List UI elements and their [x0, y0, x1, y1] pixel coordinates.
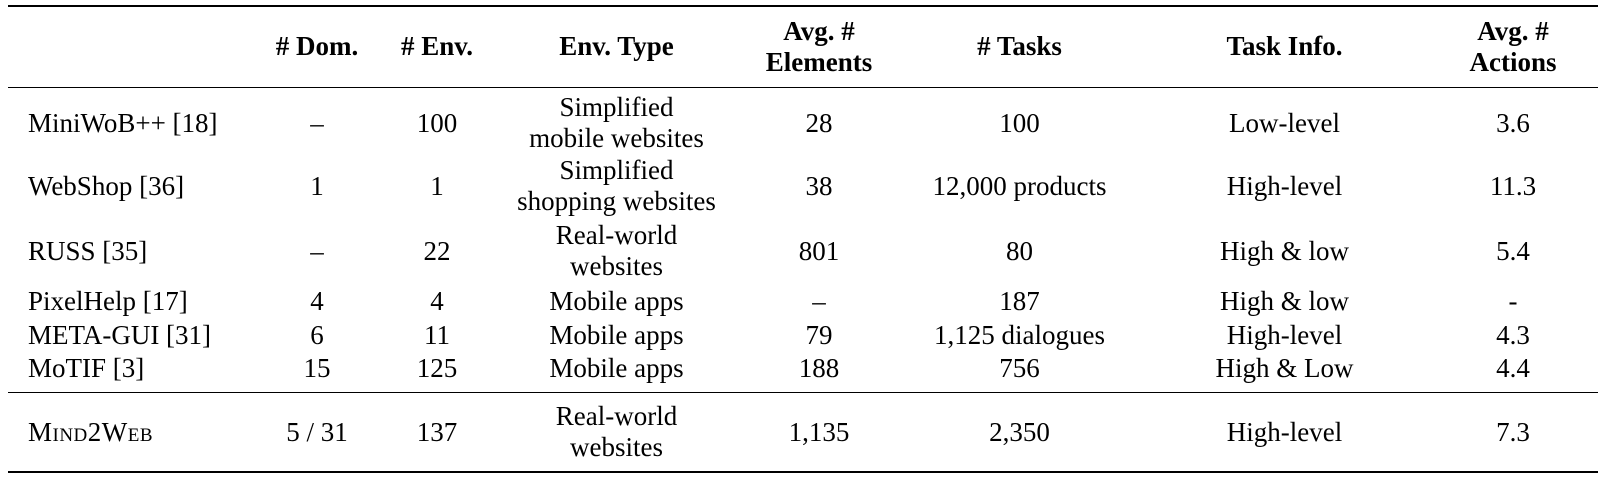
header-avg-actions-line1: Avg. #: [1477, 15, 1549, 46]
table-row-webshop: [8, 154, 1598, 219]
cell-tasks: 100: [999, 107, 1040, 138]
cell-env-type: Mobile apps: [549, 285, 684, 316]
table-row-miniwob: [8, 87, 1598, 154]
cell-env-type-line2: websites: [570, 431, 663, 462]
cell-env-type-line2: websites: [570, 251, 663, 281]
header-domains: # Dom.: [253, 6, 381, 87]
cell-env-type: [493, 87, 740, 154]
cell-tasks: 80: [1006, 236, 1033, 266]
table-row-pixelhelp: [8, 284, 1598, 318]
cell-dataset: MiniWoB++ [18]: [28, 107, 218, 138]
cell-domains: 15: [303, 352, 331, 383]
header-dataset: [8, 6, 253, 87]
header-environments: # Env.: [381, 6, 493, 87]
cell-dataset: PixelHelp [17]: [28, 285, 188, 316]
cell-task-info: High & Low: [1215, 352, 1354, 383]
cell-dataset: WebShop [36]: [28, 171, 185, 201]
cell-environments: 11: [424, 319, 450, 350]
cell-avg-elements: 79: [805, 319, 833, 350]
cell-tasks: 187: [999, 285, 1040, 316]
cell-env-type: [493, 219, 740, 284]
cell-tasks: 12,000 products: [932, 171, 1107, 201]
cell-dataset: MoTIF [3]: [28, 352, 145, 383]
cell-domains: 1: [310, 171, 324, 201]
cell-env-type-line1: Simplified: [559, 155, 674, 185]
cell-avg-elements: 28: [805, 107, 833, 138]
cell-task-info: Low-level: [1229, 107, 1340, 138]
cell-env-type-line1: Real-world: [555, 220, 678, 250]
table-row-russ: [8, 219, 1598, 284]
header-row: [8, 6, 1598, 87]
cell-avg-elements: 801: [798, 236, 840, 266]
cell-avg-elements: 38: [805, 171, 833, 201]
cell-avg-elements: 188: [798, 352, 840, 383]
table-row-meta-gui: [8, 318, 1598, 352]
cell-env-type-line1: Real-world: [555, 400, 678, 431]
cell-dataset: Mind2Web: [8, 392, 253, 472]
header-env-type: Env. Type: [493, 6, 740, 87]
cell-dataset: RUSS [35]: [28, 236, 148, 266]
cell-avg-actions: 7.3: [1428, 392, 1598, 472]
cell-task-info: High & low: [1219, 285, 1349, 316]
cell-domains: –: [310, 236, 324, 266]
cell-env-type-line1: Simplified: [559, 91, 674, 122]
cell-avg-actions: 3.6: [1496, 107, 1530, 138]
cell-env-type-line2: mobile websites: [529, 122, 704, 153]
table-body: [8, 87, 1598, 472]
cell-environments: 1: [430, 171, 444, 201]
cell-task-info: High-level: [1141, 392, 1428, 472]
cell-env-type: [493, 154, 740, 219]
cell-task-info: High-level: [1226, 319, 1343, 350]
cell-avg-actions: 4.3: [1496, 319, 1530, 350]
cell-tasks: 2,350: [898, 392, 1141, 472]
cell-task-info: High-level: [1226, 171, 1343, 201]
header-avg-elements: [740, 6, 898, 87]
cell-domains: 5 / 31: [253, 392, 381, 472]
cell-domains: 4: [310, 285, 324, 316]
header-avg-elements-line1: Avg. #: [783, 15, 855, 46]
table-header: [8, 6, 1598, 87]
cell-domains: –: [310, 107, 324, 138]
cell-avg-actions: -: [1508, 285, 1518, 316]
cell-env-type: Mobile apps: [549, 319, 684, 350]
cell-dataset: META-GUI [31]: [28, 319, 212, 350]
cell-environments: 22: [423, 236, 451, 266]
header-avg-actions: [1428, 6, 1598, 87]
cell-env-type-line2: shopping websites: [517, 186, 716, 216]
header-avg-actions-line2: Actions: [1469, 46, 1557, 77]
cell-avg-elements: –: [812, 285, 826, 316]
cell-env-type: Mobile apps: [549, 352, 684, 383]
cell-tasks: 756: [999, 352, 1040, 383]
cell-environments: 4: [430, 285, 444, 316]
cell-environments: 100: [416, 107, 458, 138]
cell-avg-actions: 11.3: [1489, 171, 1537, 201]
cell-tasks: 1,125 dialogues: [934, 319, 1105, 350]
cell-env-type: [493, 392, 740, 472]
cell-environments: 137: [381, 392, 493, 472]
cell-environments: 125: [416, 352, 458, 383]
cell-domains: 6: [310, 319, 324, 350]
header-tasks: # Tasks: [898, 6, 1141, 87]
table-row-motif: [8, 352, 1598, 393]
cell-avg-actions: 4.4: [1496, 352, 1530, 383]
table-row-mind2web: [8, 392, 1598, 472]
cell-avg-actions: 5.4: [1496, 236, 1530, 266]
cell-task-info: High & low: [1219, 236, 1349, 266]
cell-avg-elements: 1,135: [740, 392, 898, 472]
header-task-info: Task Info.: [1141, 6, 1428, 87]
header-avg-elements-line2: Elements: [765, 46, 873, 77]
dataset-comparison-table: [8, 5, 1598, 473]
